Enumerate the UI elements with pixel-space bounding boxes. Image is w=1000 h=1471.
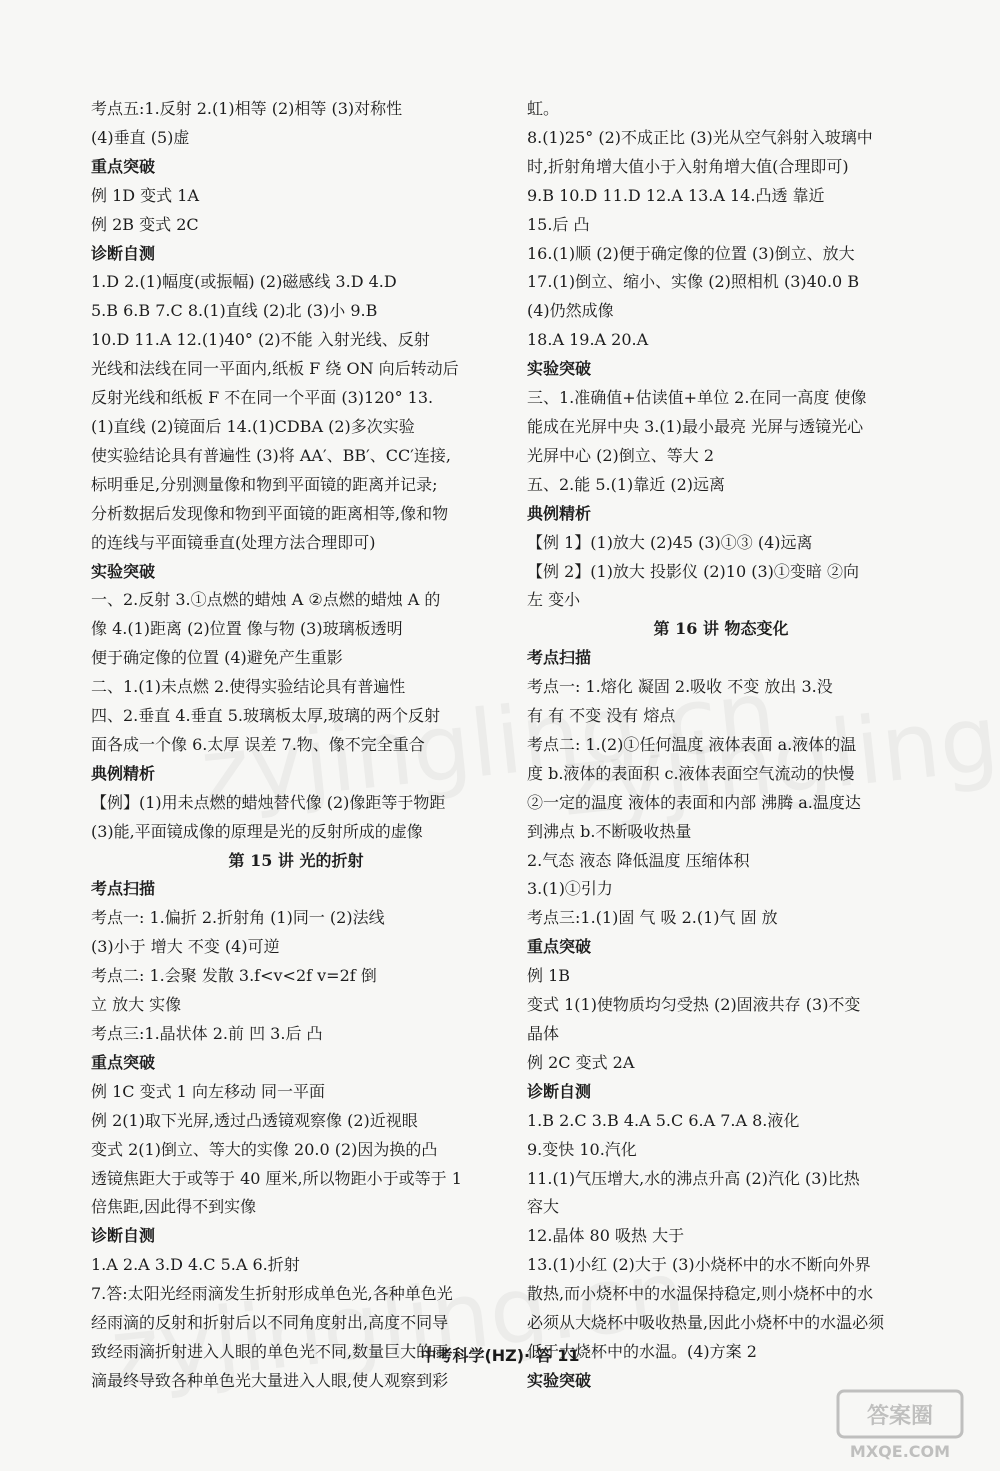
answer-line: 考点一: 1.熔化 凝固 2.吸收 不变 放出 3.没 (527, 677, 833, 697)
svg-text:MXQE.COM: MXQE.COM (849, 1442, 951, 1461)
answer-line: 考点三:1.(1)固 气 吸 2.(1)气 固 放 (527, 908, 778, 928)
answer-line: 5.B 6.B 7.C 8.(1)直线 (2)北 (3)小 9.B (91, 301, 378, 321)
section-heading: 典例精析 (527, 503, 592, 523)
answer-line: 容大 (527, 1197, 560, 1217)
answer-line: 9.B 10.D 11.D 12.A 13.A 14.凸透 靠近 (527, 185, 825, 205)
section-heading: 诊断自测 (91, 1226, 156, 1246)
answer-line: 散热,而小烧杯中的水温保持稳定,则小烧杯中的水 (527, 1284, 874, 1304)
answer-line: 时,折射角增大值小于入射角增大值(合理即可) (527, 156, 849, 176)
site-logo (830, 1385, 970, 1465)
answer-line: 15.后 凸 (527, 214, 590, 234)
chapter-title: 第 16 讲 物态变化 (653, 619, 789, 639)
answer-line: 能成在光屏中央 3.(1)最小最亮 光屏与透镜光心 (527, 416, 864, 436)
answer-line: (3)小于 增大 不变 (4)可逆 (91, 937, 280, 957)
answer-line: 五、2.能 5.(1)靠近 (2)远离 (527, 474, 726, 494)
section-heading: 实验突破 (527, 359, 592, 379)
answer-line: 低于大烧杯中的水温。(4)方案 2 (527, 1341, 757, 1361)
answer-line: 例 2B 变式 2C (91, 214, 199, 234)
answer-line: 便于确定像的位置 (4)避免产生重影 (91, 648, 343, 668)
answer-line: 一、2.反射 3.①点燃的蜡烛 A ②点燃的蜡烛 A 的 (91, 590, 441, 610)
section-heading: 重点突破 (91, 156, 156, 176)
answer-line: 三、1.准确值+估读值+单位 2.在同一高度 使像 (527, 388, 867, 408)
section-heading: 实验突破 (91, 561, 156, 581)
answer-line: 16.(1)顺 (2)便于确定像的位置 (3)倒立、放大 (527, 243, 855, 263)
answer-line: 17.(1)倒立、缩小、实像 (2)照相机 (3)40.0 B (527, 272, 860, 292)
answer-line: 立 放大 实像 (91, 995, 182, 1015)
answer-line: 1.D 2.(1)幅度(或振幅) (2)磁感线 3.D 4.D (91, 272, 397, 292)
section-heading: 诊断自测 (91, 243, 156, 263)
answer-line: 四、2.垂直 4.垂直 5.玻璃板太厚,玻璃的两个反射 (91, 706, 441, 726)
answer-line: 度 b.液体的表面积 c.液体表面空气流动的快慢 (527, 763, 855, 783)
answer-line: 使实验结论具有普遍性 (3)将 AA′、BB′、CC′连接, (91, 445, 451, 465)
answer-line: (4)垂直 (5)虚 (91, 127, 190, 147)
answer-line: 例 1B (527, 966, 571, 986)
answer-line: 到沸点 b.不断吸收热量 (527, 821, 692, 841)
answer-line: 像 4.(1)距离 (2)位置 像与物 (3)玻璃板透明 (91, 619, 403, 639)
answer-line: 例 2(1)取下光屏,透过凸透镜观察像 (2)近视眼 (91, 1110, 418, 1130)
answer-line: 变式 2(1)倒立、等大的实像 20.0 (2)因为换的凸 (91, 1139, 438, 1159)
answer-line: 标明垂足,分别测量像和物到平面镜的距离并记录; (91, 474, 438, 494)
answer-line: 有 有 不变 没有 熔点 (527, 706, 676, 726)
answer-line: 左 变小 (527, 590, 581, 610)
section-heading: 典例精析 (91, 763, 156, 783)
answer-line: 例 2C 变式 2A (527, 1052, 635, 1072)
answer-line: 1.A 2.A 3.D 4.C 5.A 6.折射 (91, 1255, 300, 1275)
page-footer: 中考科学(HZ)· 答 11 (420, 1346, 580, 1365)
answer-line: 倍焦距,因此得不到实像 (91, 1197, 257, 1217)
answer-line: 必须从大烧杯中吸收热量,因此小烧杯中的水温必须 (527, 1313, 885, 1333)
answer-line: (4)仍然成像 (527, 301, 614, 321)
answer-line: 考点三:1.晶状体 2.前 凹 3.后 凸 (91, 1024, 323, 1043)
answer-line: 的连线与平面镜垂直(处理方法合理即可) (91, 532, 376, 552)
chapter-title: 第 15 讲 光的折射 (228, 850, 364, 870)
answer-line: 考点五:1.反射 2.(1)相等 (2)相等 (3)对称性 (91, 99, 403, 118)
answer-line: 光线和法线在同一平面内,纸板 F 绕 ON 向后转动后 (91, 359, 459, 379)
answer-line: (1)直线 (2)镜面后 14.(1)CDBA (2)多次实验 (91, 416, 415, 436)
answer-line: 7.答:太阳光经雨滴发生折射形成单色光,各种单色光 (91, 1284, 453, 1304)
answer-line: 反射光线和纸板 F 不在同一个平面 (3)120° 13. (91, 388, 434, 408)
answer-line: 【例 1】(1)放大 (2)45 (3)①③ (4)远离 (527, 532, 813, 552)
answer-line: 虹。 (527, 99, 560, 118)
answer-line: 12.晶体 80 吸热 大于 (527, 1226, 685, 1246)
answer-line: 透镜焦距大于或等于 40 厘米,所以物距小于或等于 1 (91, 1168, 462, 1188)
answer-line: 考点一: 1.偏折 2.折射角 (1)同一 (2)法线 (91, 908, 385, 928)
answer-line: 11.(1)气压增大,水的沸点升高 (2)汽化 (3)比热 (527, 1168, 860, 1188)
answer-line: 二、1.(1)未点燃 2.使得实验结论具有普遍性 (91, 677, 406, 697)
answer-line: 1.B 2.C 3.B 4.A 5.C 6.A 7.A 8.液化 (527, 1110, 800, 1130)
answer-line: 滴最终导致各种单色光大量进入人眼,使人观察到彩 (91, 1370, 449, 1390)
answer-line: 晶体 (527, 1024, 560, 1043)
section-heading: 重点突破 (91, 1052, 156, 1072)
answer-line: 8.(1)25° (2)不成正比 (3)光从空气斜射入玻璃中 (527, 127, 873, 147)
answer-line: 考点二: 1.会聚 发散 3.f<v<2f v=2f 倒 (91, 966, 377, 986)
answer-line: 例 1D 变式 1A (91, 185, 200, 205)
answer-line: 3.(1)①引力 (527, 879, 613, 899)
answer-line: 10.D 11.A 12.(1)40° (2)不能 入射光线、反射 (91, 330, 430, 350)
answer-line: 考点二: 1.(2)①任何温度 液体表面 a.液体的温 (527, 734, 857, 754)
answer-line: 【例 2】(1)放大 投影仪 (2)10 (3)①变暗 ②向 (527, 561, 859, 581)
answer-line: 经雨滴的反射和折射后以不同角度射出,高度不同导 (91, 1313, 449, 1333)
answer-line: ②一定的温度 液体的表面和内部 沸腾 a.温度达 (527, 792, 861, 812)
answer-line: 9.变快 10.汽化 (527, 1139, 637, 1159)
answer-line: 【例】(1)用未点燃的蜡烛替代像 (2)像距等于物距 (91, 792, 446, 812)
answer-line: 例 1C 变式 1 向左移动 同一平面 (91, 1081, 326, 1101)
answer-line: 2.气态 液态 降低温度 压缩体积 (527, 850, 750, 870)
section-heading: 考点扫描 (91, 879, 156, 899)
answer-line: (3)能,平面镜成像的原理是光的反射所成的虚像 (91, 821, 423, 841)
answer-line: 变式 1(1)使物质均匀受热 (2)固液共存 (3)不变 (527, 995, 861, 1015)
answer-line: 分析数据后发现像和物到平面镜的距离相等,像和物 (91, 503, 449, 523)
section-heading: 重点突破 (527, 937, 592, 957)
answer-line: 致经雨滴折射进入人眼的单色光不同,数量巨大的雨 (91, 1341, 449, 1361)
answer-line: 18.A 19.A 20.A (527, 330, 649, 350)
section-heading: 考点扫描 (527, 648, 592, 668)
svg-text:答案圈: 答案圈 (866, 1404, 934, 1429)
section-heading: 诊断自测 (527, 1081, 592, 1101)
answer-line: 13.(1)小红 (2)大于 (3)小烧杯中的水不断向外界 (527, 1255, 871, 1275)
section-heading: 实验突破 (527, 1370, 592, 1390)
answer-line: 光屏中心 (2)倒立、等大 2 (527, 445, 715, 465)
answer-line: 面各成一个像 6.太厚 误差 7.物、像不完全重合 (91, 734, 425, 754)
